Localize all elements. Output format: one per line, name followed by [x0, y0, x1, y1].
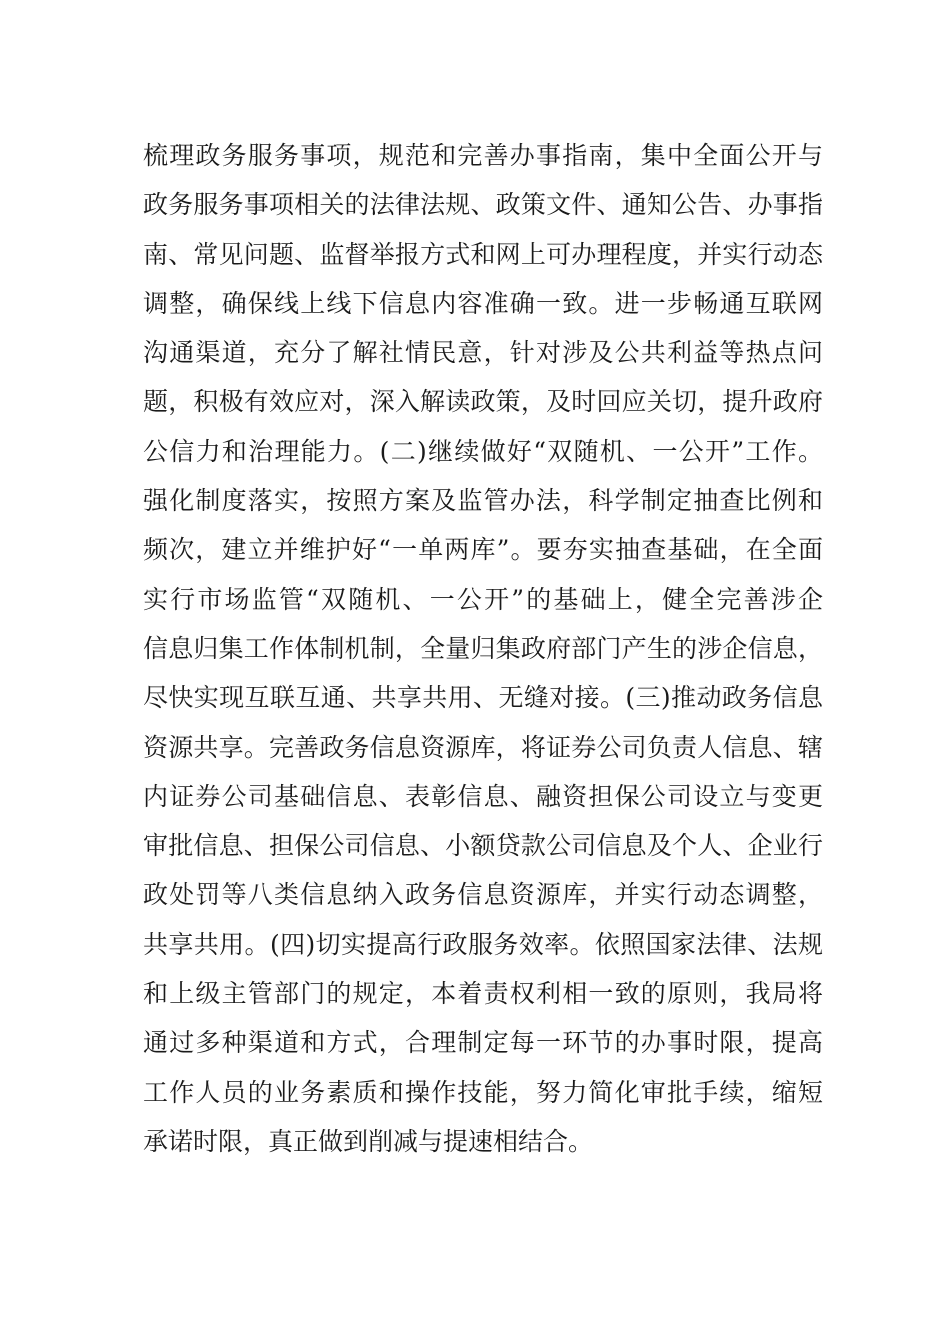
text-line-6: 题，积极有效应对，深入解读政策，及时回应关切，提升政府 [143, 387, 823, 417]
text-line-2: 政务服务事项相关的法律法规、政策文件、通知公告、办事指 [143, 190, 823, 220]
text-line-5: 沟通渠道，充分了解社情民意，针对涉及公共利益等热点问 [143, 338, 823, 368]
text-line-9: 频次，建立并维护好“一单两库”。要夯实抽查基础，在全面 [143, 535, 823, 565]
text-line-11: 信息归集工作体制机制，全量归集政府部门产生的涉企信息， [143, 633, 823, 663]
text-line-17: 共享共用。(四)切实提高行政服务效率。依照国家法律、法规 [143, 929, 823, 959]
text-line-18: 和上级主管部门的规定，本着责权利相一致的原则，我局将 [143, 979, 823, 1009]
text-line-8: 强化制度落实，按照方案及监管办法，科学制定抽查比例和 [143, 486, 823, 516]
text-line-7: 公信力和治理能力。(二)继续做好“双随机、一公开”工作。 [143, 436, 823, 466]
text-line-14: 内证券公司基础信息、表彰信息、融资担保公司设立与变更 [143, 781, 823, 811]
text-line-21: 承诺时限，真正做到削减与提速相结合。 [143, 1126, 594, 1156]
text-line-16: 政处罚等八类信息纳入政务信息资源库，并实行动态调整， [143, 880, 823, 910]
text-line-1: 梳理政务服务事项，规范和完善办事指南，集中全面公开与 [143, 141, 823, 170]
text-line-3: 南、常见问题、监督举报方式和网上可办理程度，并实行动态 [143, 239, 823, 269]
text-line-4: 调整，确保线上线下信息内容准确一致。进一步畅通互联网 [143, 288, 823, 318]
body-paragraph [143, 131, 823, 1166]
text-line-15: 审批信息、担保公司信息、小额贷款公司信息及个人、企业行 [143, 831, 823, 861]
text-line-13: 资源共享。完善政务信息资源库，将证券公司负责人信息、辖 [143, 732, 823, 762]
text-line-19: 通过多种渠道和方式，合理制定每一环节的办事时限，提高 [143, 1028, 823, 1058]
text-line-10: 实行市场监管“双随机、一公开”的基础上，健全完善涉企 [143, 584, 823, 614]
text-line-12: 尽快实现互联互通、共享共用、无缝对接。(三)推动政务信息 [143, 683, 823, 713]
text-line-20: 工作人员的业务素质和操作技能，努力简化审批手续，缩短 [143, 1077, 823, 1107]
